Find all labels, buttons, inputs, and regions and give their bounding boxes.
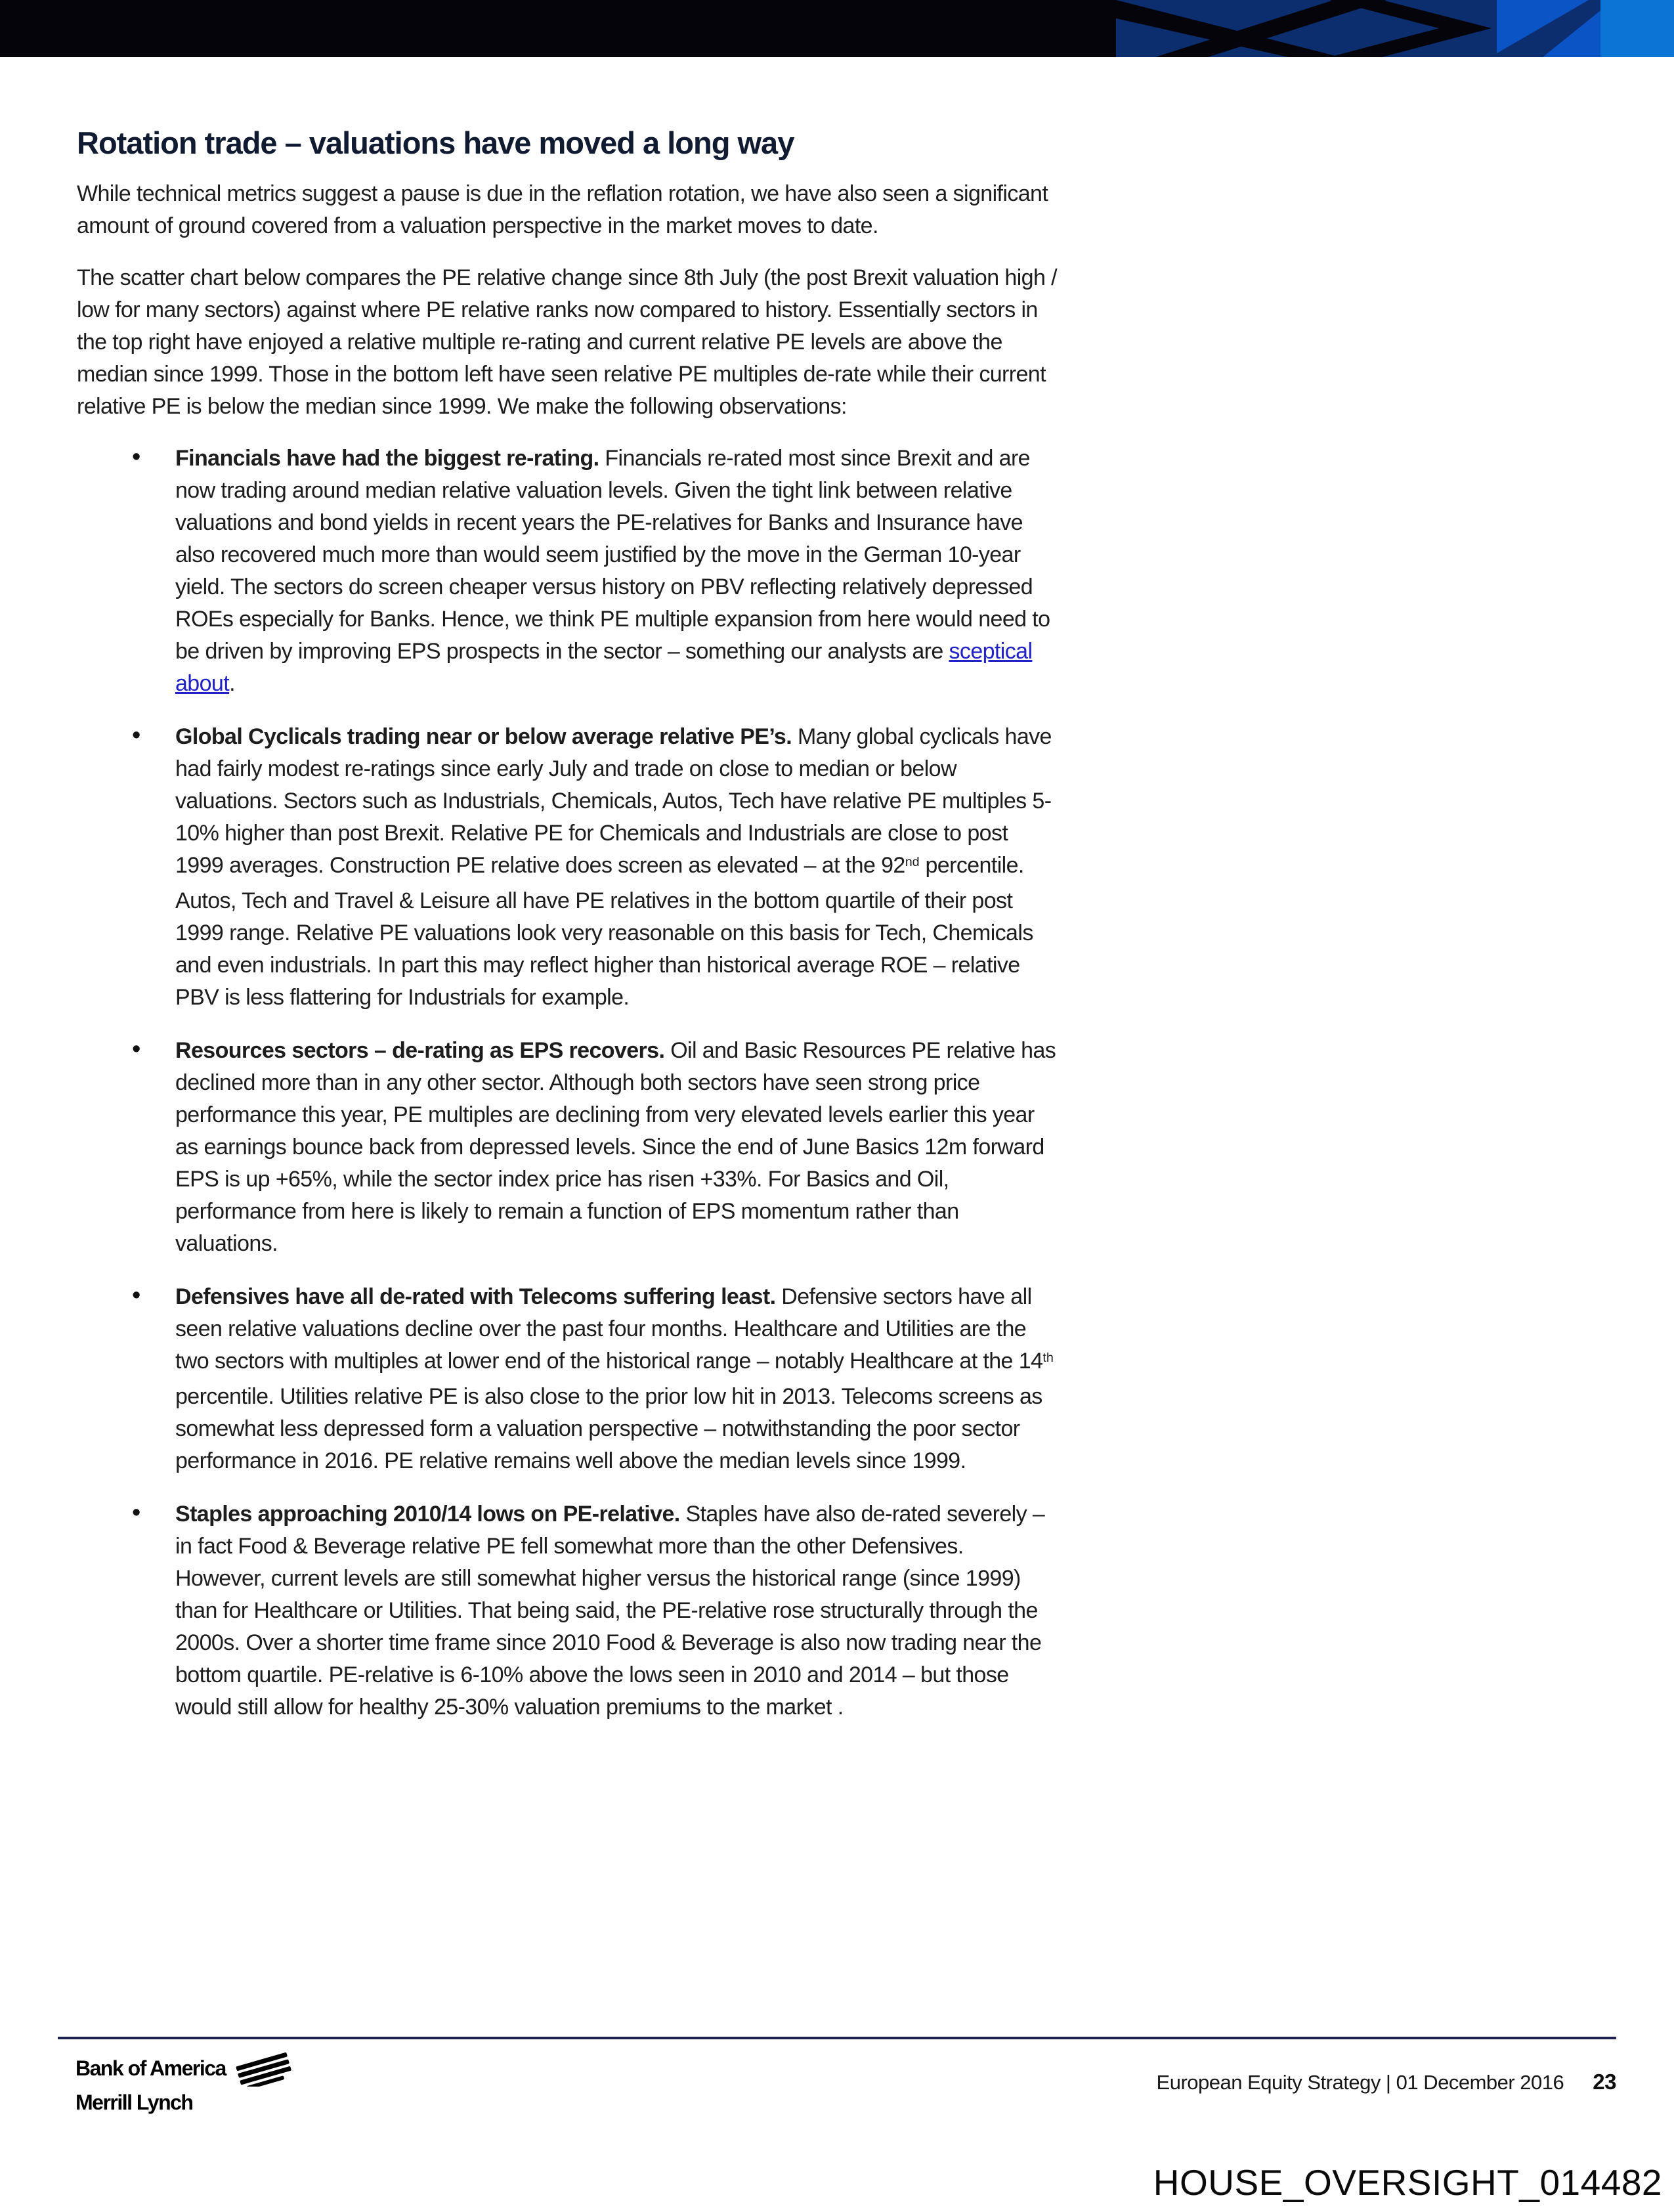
intro-paragraph: While technical metrics suggest a pause is due in the reflation rotation, we have also seen a significant amount of ground covered from a valuation perspective in the market moves to date. xyxy=(77,181,1048,238)
ordinal-superscript: th xyxy=(1042,1350,1054,1365)
sceptical-about-link[interactable]: sceptical about xyxy=(175,638,1033,696)
bullet-body-text: . xyxy=(229,670,235,696)
bullet-body-text: Financials re-rated most since Brexit and are now trading around median relative valuation levels. Given the tight link between relative valuations and bond yields in recent years the PE-relatives for Banks and Insurance have also recovered much more than would seem justified by the move in the German 10-year yield. The sectors do screen cheaper versus history on PBV reflecting relatively depressed ROEs especially for Banks. Hence, we think PE multiple expansion from here would need to be driven by improving EPS prospects in the sector – something our analysts are xyxy=(175,445,1050,664)
footer-divider xyxy=(58,2037,1616,2039)
bullet-lead-text: Financials have had the biggest re-rating. xyxy=(175,445,605,471)
footer-doc-line xyxy=(1157,2070,1616,2094)
list-item xyxy=(77,443,1059,700)
header-banner xyxy=(0,0,1674,57)
list-item xyxy=(77,1498,1059,1724)
list-item xyxy=(77,1035,1059,1260)
observations-list xyxy=(77,443,1059,1724)
bullet-body-text: percentile. Utilities relative PE is also close to the prior low hit in 2013. Telecoms screens as somewhat less depressed form a valuation perspective – notwithstanding the poor sector performance in 2016. PE relative remains well above the median levels since 1999. xyxy=(175,1383,1042,1473)
ordinal-superscript: nd xyxy=(905,854,920,869)
bullet-lead-text: Global Cyclicals trading near or below average relative PE’s. xyxy=(175,724,798,749)
brand-line-merrill-lynch: Merrill Lynch xyxy=(75,2091,193,2114)
brand-line-bank-of-america: Bank of America xyxy=(75,2056,226,2080)
doc-title-date: European Equity Strategy | 01 December 2016 xyxy=(1156,2071,1564,2094)
page-title: Rotation trade – valuations have moved a long way xyxy=(77,125,794,160)
list-item xyxy=(77,1281,1059,1477)
bullet-body-text: Staples have also de-rated severely – in fact Food & Beverage relative PE fell somewhat more than the other Defensives. However, current levels are still somewhat higher versus the historical range (since 1999) than for Healthcare or Utilities. That being said, the PE-relative rose structurally through the 2000s. Over a shorter time frame since 2010 Food & Beverage is also now trading near the bottom quartile. PE-relative is 6-10% above the lows seen in 2010 and 2014 – but those would still allow for healthy 25-30% valuation premiums to the market . xyxy=(175,1501,1045,1720)
bullet-lead-text: Resources sectors – de-rating as EPS recovers. xyxy=(175,1037,671,1063)
scatter-chart-paragraph: The scatter chart below compares the PE relative change since 8th July (the post Brexit valuation high / low for many sectors) against where PE relative ranks now compared to history. Essentially sectors in the top right have enjoyed a relative multiple re-rating and current relative PE levels are above the median since 1999. Those in the bottom left have seen relative PE multiples de-rate while their current relative PE is below the median since 1999. We make the following observations: xyxy=(77,265,1057,419)
list-item xyxy=(77,721,1059,1014)
bofa-ml-logo xyxy=(75,2056,294,2114)
bofa-flag-icon xyxy=(234,2052,294,2087)
bullet-body-text: percentile. Autos, Tech and Travel & Leisure all have PE relatives in the bottom quartile of their post 1999 range. Relative PE valuations look very reasonable on this basis for Tech, Chemicals and even industrials. In part this may reflect higher than historical average ROE – relative PBV is less flattering for Industrials for example. xyxy=(175,852,1033,1010)
bates-stamp: HOUSE_OVERSIGHT_014482 xyxy=(1153,2162,1662,2203)
bullet-lead-text: Staples approaching 2010/14 lows on PE-relative. xyxy=(175,1501,686,1527)
bullet-body-text: Oil and Basic Resources PE relative has declined more than in any other sector. Although both sectors have seen strong price performance this year, PE multiples are declining from very elevated levels earlier this year as earnings bounce back from depressed levels. Since the end of June Basics 12m forward EPS is up +65%, while the sector index price has risen +33%. For Basics and Oil, performance from here is likely to remain a function of EPS momentum rather than valuations. xyxy=(175,1037,1056,1256)
bullet-lead-text: Defensives have all de-rated with Telecoms suffering least. xyxy=(175,1284,782,1309)
article-column xyxy=(77,126,1059,1745)
page-number: 23 xyxy=(1593,2070,1616,2094)
bullet-body-text: Defensive sectors have all seen relative valuations decline over the past four months. Healthcare and Utilities are the two sectors with multiples at lower end of the historical range – notably Healthcare at the 14 xyxy=(175,1284,1043,1374)
banner-bright-blue-band xyxy=(1600,0,1674,57)
bullet-body-text: Many global cyclicals have had fairly modest re-ratings since early July and trade on close to median or below valuations. Sectors such as Industrials, Chemicals, Autos, Tech have relative PE multiples 5-10% higher than post Brexit. Relative PE for Chemicals and Industrials are close to post 1999 averages. Construction PE relative does screen as elevated – at the 92 xyxy=(175,724,1052,878)
